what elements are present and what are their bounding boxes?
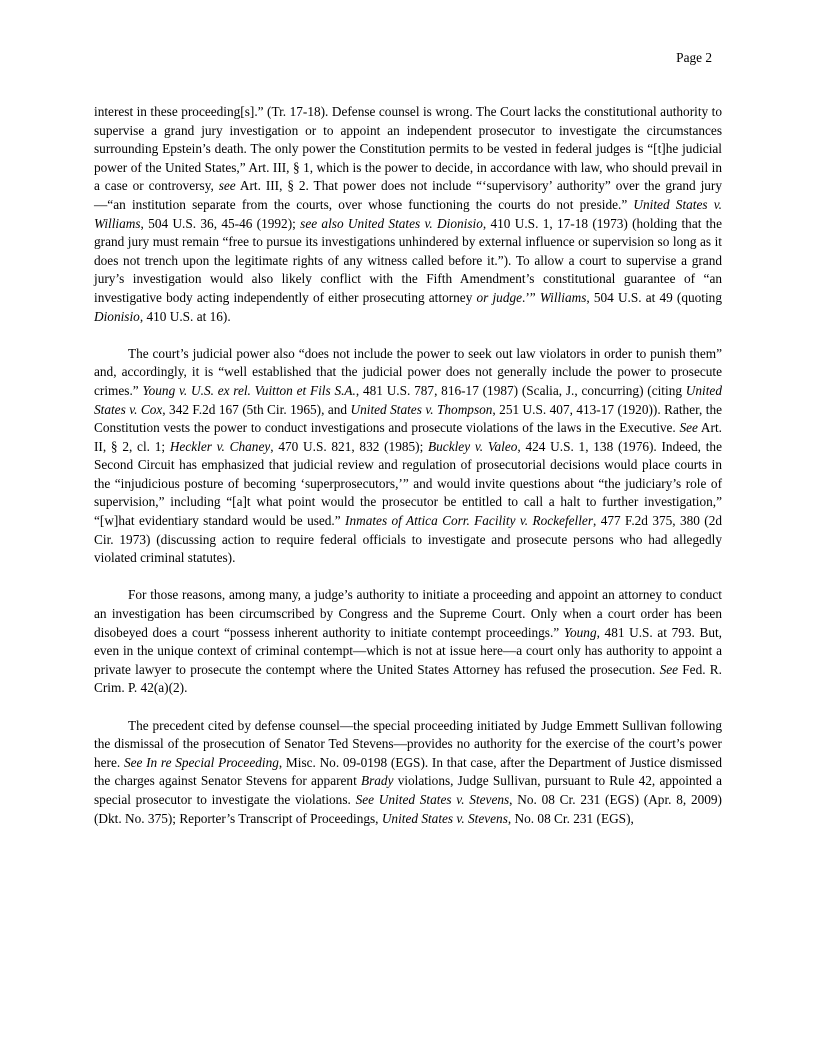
body-text: , 504 U.S. at 49 (quoting (586, 289, 722, 305)
body-text: violations, Judge Sullivan, pursuant to Rule 42, appointed a special prosecutor to investigate the violations. (94, 773, 722, 807)
citation-italic-text: see also United States v. Dionisio (300, 215, 483, 231)
citation-italic-text: Inmates of Attica Corr. Facility v. Rockefeller (345, 513, 594, 529)
body-text: , 504 U.S. 36, 45-46 (1992); (140, 215, 301, 231)
body-text: , Misc. No. 09-0198 (EGS). In that case, after the Department of Justice dismissed the charges against Senator Stevens for apparent (94, 754, 723, 789)
body-text: , No. 08 Cr. 231 (EGS) (Apr. 8, 2009) (Dkt. No. 375); Reporter’s Transcript of Proceedings, (94, 791, 722, 826)
citation-italic-text: United States v. Thompson (350, 401, 493, 417)
citation-italic-text: See (659, 661, 679, 677)
citation-italic-text: Brady (360, 773, 394, 789)
citation-italic-text: United States v. Cox (94, 382, 722, 417)
body-text: , 470 U.S. 821, 832 (1985); (270, 438, 429, 454)
citation-italic-text: United States v. Stevens (381, 810, 508, 826)
document-body (94, 103, 722, 847)
body-text: , No. 08 Cr. 231 (EGS), (507, 810, 634, 826)
citation-italic-text: Heckler v. Chaney (169, 438, 271, 454)
body-text: , 424 U.S. 1, 138 (1976). Indeed, the Second Circuit has emphasized that judicial review and regulation of prosecutorial decisions would place courts in the “injudicious posture of becoming ‘superprosecutors,’” and would invite questions about “the judiciary’s role of supervision,” including “[a]t what point would the prosecutor be entitled to call a halt to further investigation,” “[w]hat evidentiary standard would be used.” (94, 438, 722, 529)
citation-italic-text: see (218, 178, 236, 194)
body-text: For those reasons, among many, a judge’s authority to initiate a proceeding and appoint an attorney to conduct an investigation has been circumscribed by Congress and the Supreme Court. Only when a court order has been disobeyed does a court “possess inherent authority to initiate contempt proceedings.” (94, 587, 722, 640)
body-text: , 477 F.2d 375, 380 (2d Cir. 1973) (discussing action to require federal officials to investigate and prosecute persons who had allegedly violated criminal statutes). (94, 513, 722, 566)
body-text: .’” (522, 289, 540, 305)
citation-italic-text: Young (563, 624, 597, 640)
citation-italic-text: Dionisio (94, 308, 140, 324)
body-text: Art. II, § 2, cl. 1; (94, 420, 722, 454)
body-text: , 251 U.S. 407, 413-17 (1920)). Rather, the Constitution vests the power to conduct investigations and prosecute violations of the laws in the Executive. (94, 401, 723, 436)
citation-italic-text: Williams (539, 289, 587, 305)
body-text: Fed. R. Crim. P. 42(a)(2). (94, 661, 722, 696)
paragraph-1 (94, 103, 722, 326)
body-text: The court’s judicial power also “does not include the power to seek out law violators in order to punish them” and, accordingly, it is “well established that the judicial power does not generally include the power to prosecute crimes.” (94, 345, 722, 398)
body-text: , 342 F.2d 167 (5th Cir. 1965), and (162, 401, 351, 417)
body-text: , 410 U.S. at 16). (139, 308, 231, 324)
body-text: interest in these proceeding[s].” (Tr. 17-18). Defense counsel is wrong. The Court lacks the constitutional authority to supervise a grand jury investigation or to appoint an independent prosecutor to investigate the circumstances surrounding Epstein’s death. The only power the Constitution permits to be vested in federal judges is “[t]he judicial power of the United States,” Art. III, § 1, which is the power to decide, in accordance with law, who should prevail in a case or controversy, (94, 104, 722, 194)
page-number: Page 2 (676, 50, 712, 65)
citation-italic-text: See In re Special Proceeding (123, 754, 279, 770)
citation-italic-text: See United States v. Stevens (355, 791, 510, 807)
citation-italic-text: United States v. Williams (94, 196, 722, 231)
body-text: , 481 U.S. at 793. But, even in the unique context of criminal contempt—which is not at issue here—a court only has authority to appoint a private lawyer to prosecute the contempt where the United States Attorney has refused the prosecution. (94, 624, 722, 677)
citation-italic-text: See (679, 420, 698, 436)
paragraph-2 (94, 345, 722, 568)
body-text: , 481 U.S. 787, 816-17 (1987) (Scalia, J., concurring) (citing (355, 382, 686, 398)
paragraph-4 (94, 717, 722, 829)
citation-italic-text: or judge (476, 289, 523, 305)
body-text: , 410 U.S. 1, 17-18 (1973) (holding that the grand jury must remain “free to pursue its investigations unhindered by external influence or supervision so long as it does not trench upon the legitimate rights of any witness called before it.”). To allow a court to supervise a grand jury’s investigation would also likely conflict with the Fifth Amendment’s constitutional guarantee of “an investigative body acting independently of either prosecuting attorney (94, 215, 722, 305)
body-text: The precedent cited by defense counsel—the special proceeding initiated by Judge Emmett Sullivan following the dismissal of the prosecution of Senator Ted Stevens—provides no authority for the exercise of the court’s power here. (94, 717, 722, 770)
citation-italic-text: Young v. U.S. ex rel. Vuitton et Fils S.A. (142, 382, 356, 398)
citation-italic-text: Buckley v. Valeo (428, 438, 518, 454)
body-text: Art. III, § 2. That power does not include “‘supervisory’ authority” over the grand jury—“an institution separate from the courts, over whose functioning the courts do not preside.” (94, 178, 722, 212)
paragraph-3 (94, 586, 722, 698)
